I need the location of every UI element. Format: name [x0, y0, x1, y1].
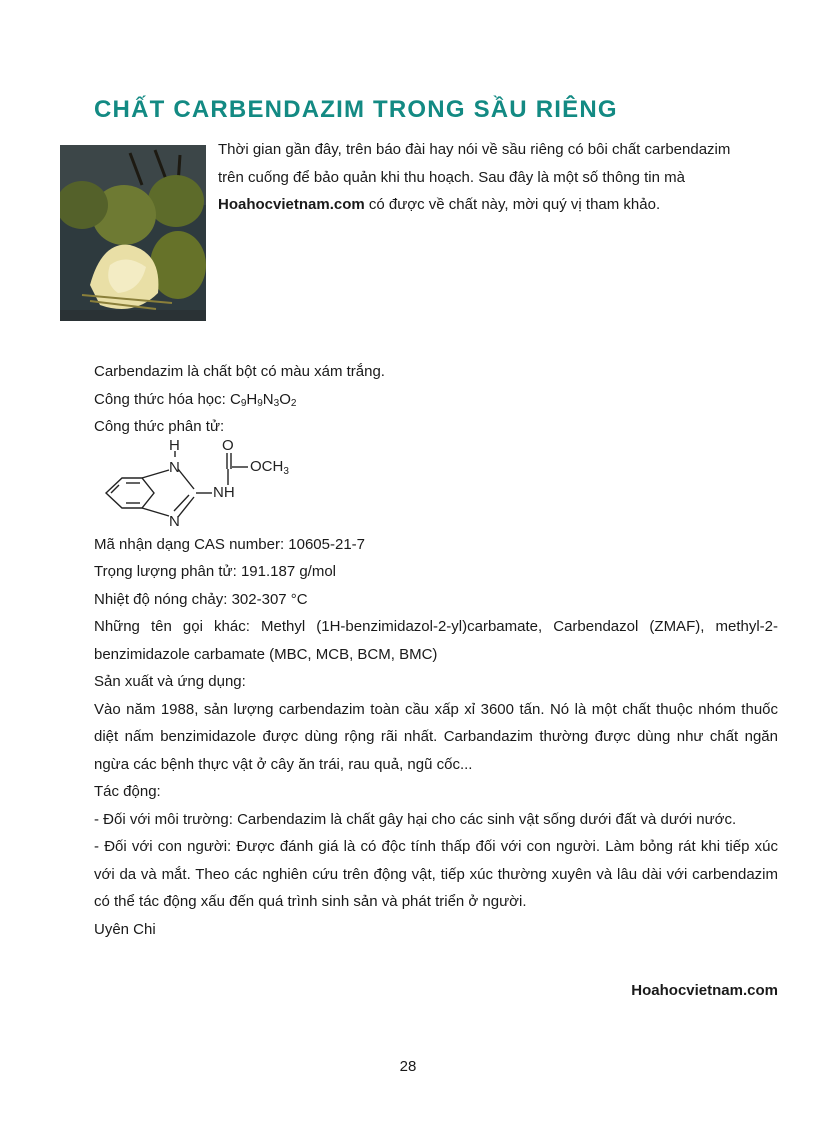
- nitrogen-label: N: [169, 512, 180, 530]
- intro-text-before: Thời gian gần đây, trên báo đài hay nói về sầu riêng có bôi chất carbendazim trên cuống để bảo quản khi thu hoạch. Sau đây là một số thông tin mà: [218, 141, 731, 186]
- human-effect-paragraph: - Đối với con người: Được đánh giá là có độc tính thấp đối với con người. Làm bỏng rát khi tiếp xúc với da và mắt. Theo các nghiên cứu trên động vật, tiếp xúc thường xuyên và lâu dài với carbendazim có thể tác động xấu đến quá trình sinh sản và phát triển ở người.: [94, 838, 778, 910]
- amine-label: NH: [213, 483, 235, 501]
- production-paragraph: Vào năm 1988, sản lượng carbendazim toàn cầu xấp xỉ 3600 tấn. Nó là một chất thuộc nhóm thuốc diệt nấm benzimidazole được dùng rộng rãi nhất. Carbandazim thường được dùng như chất ngăn ngừa các bệnh thực vật ở cây ăn trái, rau quả, ngũ cốc...: [94, 700, 778, 773]
- structural-formula-diagram: [98, 439, 328, 531]
- nitrogen-label: N: [169, 458, 180, 476]
- melting-point-line: Nhiệt độ nóng chảy: 302-307 °C: [94, 590, 308, 608]
- environment-effect-paragraph: - Đối với môi trường: Carbendazim là chất gây hại cho các sinh vật sống dưới đất và dưới nước.: [94, 810, 737, 828]
- formula-label: Công thức hóa học:: [94, 390, 230, 408]
- durian-photo: [60, 145, 206, 321]
- other-names-paragraph: Những tên gọi khác: Methyl (1H-benzimidazol-2-yl)carbamate, Carbendazol (ZMAF), methyl-2-benzimidazole carbamate (MBC, MCB, BCM, BMC): [94, 618, 778, 663]
- formula-element: N: [262, 390, 274, 408]
- methoxy-text: OCH: [250, 457, 284, 475]
- page-number: 28: [399, 1058, 417, 1075]
- article-body: [94, 358, 778, 943]
- chemical-formula-line: [94, 386, 778, 414]
- intro-text-after: có được về chất này, mời quý vị tham khảo.: [364, 196, 661, 213]
- structure-label: Công thức phân tử:: [94, 418, 225, 435]
- formula-subscript: 9: [240, 397, 247, 409]
- formula-element: O: [279, 390, 291, 408]
- description-line: Carbendazim là chất bột có màu xám trắng.: [94, 363, 385, 380]
- intro-paragraph: [218, 136, 758, 219]
- production-heading: Sản xuất và ứng dụng:: [94, 673, 246, 690]
- formula-subscript: 9: [257, 397, 263, 409]
- hydrogen-label: H: [169, 438, 180, 454]
- molecular-weight-line: Trọng lượng phân tử: 191.187 g/mol: [94, 563, 337, 580]
- formula-subscript: 3: [273, 397, 280, 409]
- footer-site-name: Hoahocvietnam.com: [631, 982, 778, 999]
- intro-site-name: Hoahocvietnam.com: [218, 196, 365, 213]
- effects-heading: Tác động:: [94, 783, 161, 800]
- formula-subscript: 2: [290, 397, 297, 409]
- author-name: Uyên Chi: [94, 920, 156, 938]
- methoxy-label: [250, 458, 289, 477]
- page-title: CHẤT CARBENDAZIM TRONG SẦU RIÊNG: [94, 96, 618, 123]
- methoxy-subscript: 3: [283, 465, 289, 477]
- formula-element: H: [246, 390, 258, 408]
- cas-number-line: Mã nhận dạng CAS number: 10605-21-7: [94, 535, 366, 553]
- formula-element: C: [229, 390, 241, 408]
- oxygen-label: O: [222, 438, 234, 454]
